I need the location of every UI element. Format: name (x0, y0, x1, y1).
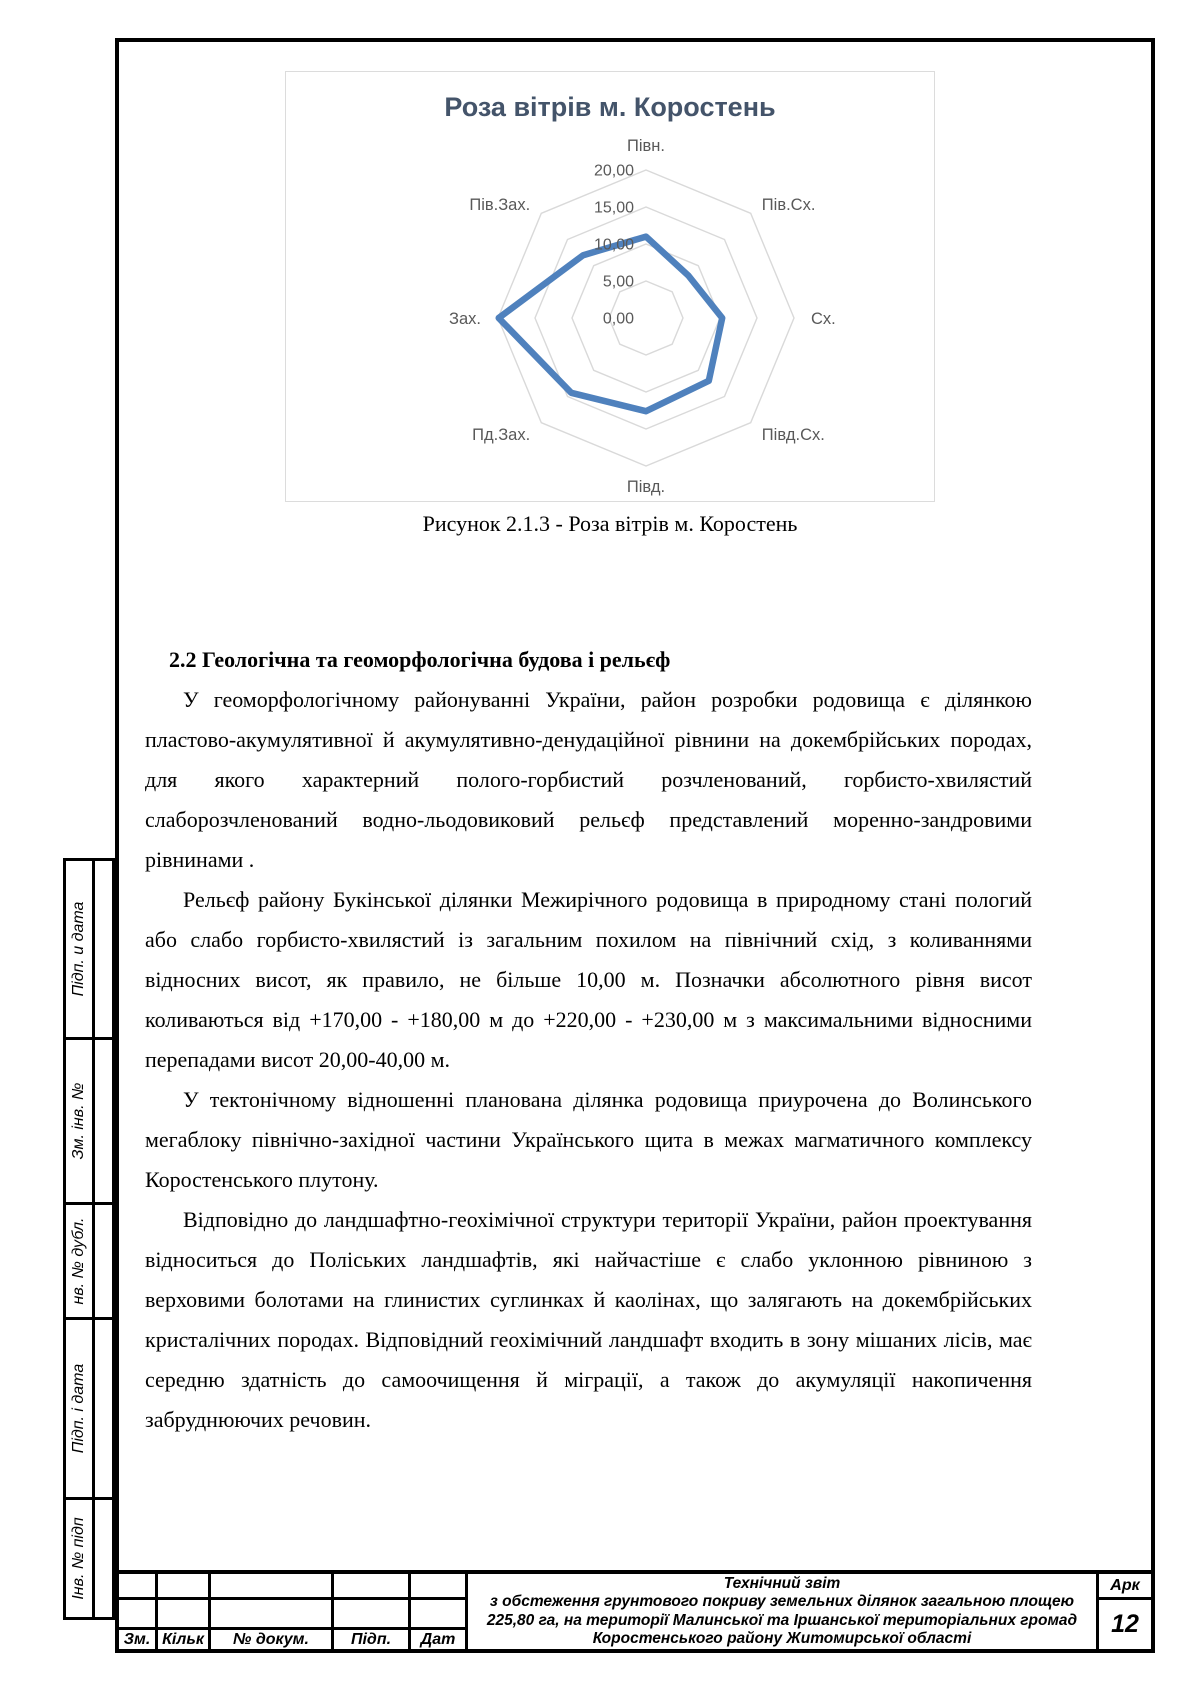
title-block (115, 1570, 1155, 1653)
chart-title: Роза вітрів м. Коростень (444, 92, 776, 122)
tb-empty-cell (334, 1574, 408, 1597)
tb-col-label: Кільк (158, 1630, 208, 1649)
paragraph: У геоморфологічному районуванні України, район розробки родовища є ділянкою пластово-акумулятивної й акумулятивно-денудаційної рівнини на докембрійських породах, для якого характерний полого-горбистий розчленований, горбисто-хвилястий слаборозчленований водно-льодовиковий рельєф представлений моренно-зандровими рівнинами . (145, 687, 1032, 872)
sidebar-cell (66, 1317, 112, 1497)
radial-tick-label: 0,00 (602, 310, 634, 328)
tb-empty-cell (334, 1600, 408, 1627)
sidebar-label: Зм. інв. № (70, 1082, 87, 1160)
sidebar-cell (66, 861, 112, 1037)
doc-title-line: з обстеження грунтового покриву земельних ділянок загальною площею (489, 1593, 1075, 1610)
radial-tick-label: 5,00 (602, 273, 634, 291)
sidebar-cell (66, 1037, 112, 1202)
sidebar-label: нв. № дубл. (70, 1217, 87, 1305)
paragraph: У тектонічному відношенні планована ділянка родовища приурочена до Волинського мегаблоку північно-західної частини Українського щита в межах магматичного комплексу Коростенського плутону. (145, 1087, 1032, 1192)
doc-title-line: Коростенського району Житомирської області (592, 1630, 972, 1647)
sidebar-divider-line (92, 861, 95, 1617)
figure-caption: Рисунок 2.1.3 - Роза вітрів м. Коростень (422, 511, 798, 536)
radial-tick-label: 15,00 (593, 199, 634, 217)
paragraph: Відповідно до ландшафтно-геохімічної структури території України, район проектування відноситься до Поліських ландшафтів, які найчастіше є слабо уклонною рівниною з верховими болотами на глинистих суглинках й каолінах, що залягають на докембрійських кристалічних породах. Відповідний геохімічний ландшафт входить в зону мішаних лісів, має середню здатність до самоочищення й міграції, а також до акумуляції накопичення забруднюючих речовин. (145, 1207, 1032, 1432)
category-label: Пів.Сх. (761, 196, 816, 215)
wind-rose-svg (286, 72, 936, 503)
category-label: Пів.Зах. (469, 196, 531, 215)
category-label: Півн. (627, 137, 665, 155)
radial-tick-label: 20,00 (593, 162, 634, 180)
sheet-number-cell: 12 (1099, 1600, 1151, 1649)
wind-rose-chart (285, 71, 935, 502)
tb-empty-cell (119, 1574, 155, 1597)
category-label: Сх. (811, 310, 836, 328)
category-label: Зах. (449, 310, 481, 328)
sidebar-label: Підп. и дата (70, 901, 87, 997)
tb-col-label: Зм. (119, 1630, 155, 1649)
doc-title-line: 225,80 га, на території Малинської та Іршанської територіальних громад (486, 1611, 1078, 1629)
radial-tick-label: 10,00 (593, 236, 634, 254)
doc-title-line: Технічний звіт (723, 1574, 841, 1592)
sidebar-label: Підп. і дата (70, 1363, 87, 1454)
tb-empty-cell (211, 1574, 331, 1597)
stamp-sidebar (63, 858, 115, 1620)
section-heading: 2.2 Геологічна та геоморфологічна будова і рельєф (169, 647, 671, 672)
paragraph: Рельєф району Букінської ділянки Межирічного родовища в природному стані пологий або слабо горбисто-хвилястий із загальним похилом на північний схід, з коливаннями відносних висот, як правило, не більше 10,00 м. Позначки абсолютного рівня висот коливаються від +170,00 - +180,00 м до +220,00 - +230,00 м з максимальними відносними перепадами висот 20,00-40,00 м. (145, 887, 1032, 1072)
tb-empty-cell (158, 1600, 208, 1627)
tb-empty-cell (411, 1600, 465, 1627)
body-text (145, 640, 1032, 1440)
sidebar-label: Інв. № підп (70, 1517, 87, 1600)
category-label: Пд.Зах. (472, 425, 531, 444)
tb-empty-cell (158, 1574, 208, 1597)
tb-col-label: № докум. (211, 1630, 331, 1649)
tb-empty-cell (211, 1600, 331, 1627)
tb-col-label: Дат (411, 1630, 465, 1649)
document-title-cell (468, 1574, 1096, 1649)
category-label: Півд.Сх. (761, 425, 825, 444)
sidebar-cell (66, 1497, 112, 1617)
grid-ring (572, 244, 720, 392)
sidebar-cell (66, 1202, 112, 1317)
tb-col-label: Підп. (334, 1630, 408, 1649)
sheet-label-cell: Арк (1099, 1574, 1151, 1597)
tb-empty-cell (119, 1600, 155, 1627)
grid-ring (498, 170, 794, 466)
category-label: Півд. (626, 478, 666, 496)
tb-empty-cell (411, 1574, 465, 1597)
